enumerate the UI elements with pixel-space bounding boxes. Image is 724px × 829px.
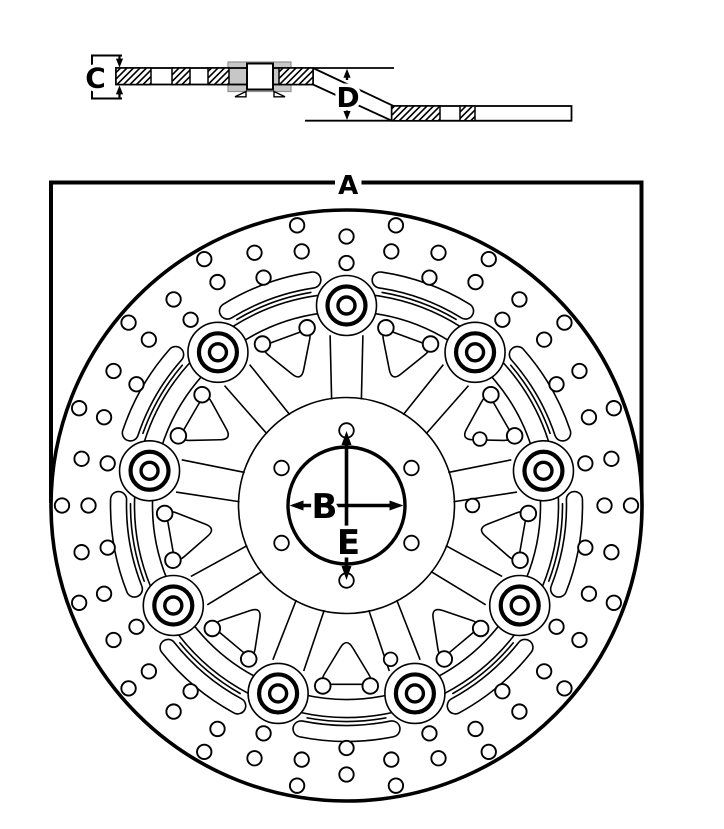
dim-arrowhead [343, 69, 350, 78]
drilled-hole-inner [255, 336, 271, 352]
rivet-pin [406, 685, 423, 702]
rivet-pin [535, 462, 552, 479]
drilled-hole [339, 229, 353, 243]
upper-band-hatch [208, 68, 229, 85]
drilled-hole [166, 292, 180, 306]
drilled-hole [129, 377, 143, 391]
label-b-center-bore: B [311, 487, 338, 527]
drilled-hole [495, 684, 509, 698]
drilled-hole [290, 218, 304, 232]
bolt-hole [274, 536, 289, 551]
drilled-hole [81, 498, 95, 512]
drilled-hole-inner [299, 320, 315, 336]
drilled-hole [72, 401, 86, 415]
rivet-pin [209, 344, 226, 361]
drilled-hole [290, 778, 304, 792]
drilled-hole [468, 275, 482, 289]
rivet-pin [467, 344, 484, 361]
drilled-hole [247, 246, 261, 260]
drilled-hole [582, 410, 596, 424]
drilled-hole [582, 587, 596, 601]
drilled-hole [431, 751, 445, 765]
drilled-hole [106, 633, 120, 647]
drilled-hole-inner [171, 428, 187, 444]
drilled-hole [468, 722, 482, 736]
bolt-hole [274, 461, 289, 476]
drilled-hole [74, 452, 88, 466]
drilled-hole [166, 704, 180, 718]
rivet-pin [270, 685, 287, 702]
drilled-hole [339, 767, 353, 781]
label-a-outer-diameter: A [338, 170, 359, 201]
drilled-hole-small [473, 432, 487, 446]
drilled-hole [512, 704, 526, 718]
drilled-hole [295, 244, 309, 258]
drilled-hole [74, 545, 88, 559]
drilled-hole [624, 498, 638, 512]
upper-band-hatch [279, 68, 313, 85]
drilled-hole [256, 726, 270, 740]
drilled-hole-inner [521, 506, 537, 522]
bolt-hole [404, 536, 419, 551]
drilled-hole [512, 292, 526, 306]
drilled-hole [549, 377, 563, 391]
drilled-hole [256, 270, 270, 284]
drilled-hole [482, 745, 496, 759]
rivet-pin [141, 462, 158, 479]
label-e-bolt-circle: E [336, 523, 361, 563]
rivet-pin-section [247, 64, 273, 90]
dim-arrowhead [116, 59, 123, 68]
drilled-hole [604, 545, 618, 559]
drilled-hole-inner [157, 506, 173, 522]
drilled-hole [183, 313, 197, 327]
drilled-hole-inner [483, 387, 499, 403]
drilled-hole [210, 722, 224, 736]
drilled-hole [142, 664, 156, 678]
cross-section-view [92, 56, 572, 121]
drilled-hole [121, 681, 135, 695]
rivet-foot [235, 92, 246, 97]
drilled-hole [557, 681, 571, 695]
drilled-hole [72, 596, 86, 610]
rivet-pin [165, 597, 182, 614]
drilled-hole [572, 364, 586, 378]
label-c-thickness: C [85, 61, 106, 95]
drilled-hole [578, 456, 592, 470]
drilled-hole-inner [362, 678, 378, 694]
rivet-pin [511, 597, 528, 614]
drilled-hole [339, 256, 353, 270]
drilled-hole [549, 620, 563, 634]
drilled-hole [495, 313, 509, 327]
drilled-hole [604, 452, 618, 466]
drilled-hole [100, 456, 114, 470]
drilled-hole [537, 664, 551, 678]
drilled-hole [295, 752, 309, 766]
upper-band-hatch [116, 68, 151, 85]
drilled-hole [578, 540, 592, 554]
lower-band-hatch [392, 106, 440, 121]
drilled-hole-small [466, 499, 480, 513]
drilled-hole [339, 741, 353, 755]
drilled-hole [389, 778, 403, 792]
drilled-hole [247, 751, 261, 765]
drilled-hole-inner [512, 552, 528, 568]
drilled-hole-inner [378, 320, 394, 336]
drilled-hole-small [384, 653, 398, 667]
drilled-hole [607, 596, 621, 610]
drilled-hole [197, 745, 211, 759]
drilled-hole [607, 401, 621, 415]
drilled-hole-inner [194, 387, 210, 403]
dim-arrowhead [116, 85, 123, 94]
drilled-hole [384, 244, 398, 258]
lower-band-hatch [460, 106, 475, 121]
drilled-hole [384, 752, 398, 766]
bolt-hole [404, 461, 419, 476]
drilled-hole [431, 246, 445, 260]
drilled-hole-inner [205, 621, 221, 637]
drilled-hole [129, 620, 143, 634]
drilled-hole [97, 587, 111, 601]
drilled-hole-inner [436, 651, 452, 667]
drilled-hole [100, 540, 114, 554]
drilled-hole-inner [473, 621, 489, 637]
drilled-hole [183, 684, 197, 698]
drilled-hole [142, 332, 156, 346]
upper-band-hatch [172, 68, 190, 85]
drilled-hole [97, 410, 111, 424]
drilled-hole [557, 315, 571, 329]
drilled-hole-inner [165, 552, 181, 568]
drilled-hole-inner [315, 678, 331, 694]
drilled-hole [121, 315, 135, 329]
label-d-offset: D [336, 81, 360, 115]
drilled-hole [55, 498, 69, 512]
drilled-hole [537, 332, 551, 346]
drilled-hole [106, 364, 120, 378]
drilled-hole [597, 498, 611, 512]
rivet-foot [274, 92, 285, 97]
rivet-pin [338, 297, 355, 314]
drilled-hole [572, 633, 586, 647]
drilled-hole [482, 252, 496, 266]
drilled-hole [210, 275, 224, 289]
drilled-hole [197, 252, 211, 266]
drilled-hole [422, 270, 436, 284]
drilled-hole-inner [423, 336, 439, 352]
drilled-hole-inner [507, 428, 523, 444]
drilled-hole-inner [241, 651, 257, 667]
drilled-hole [422, 726, 436, 740]
drilled-hole [389, 218, 403, 232]
